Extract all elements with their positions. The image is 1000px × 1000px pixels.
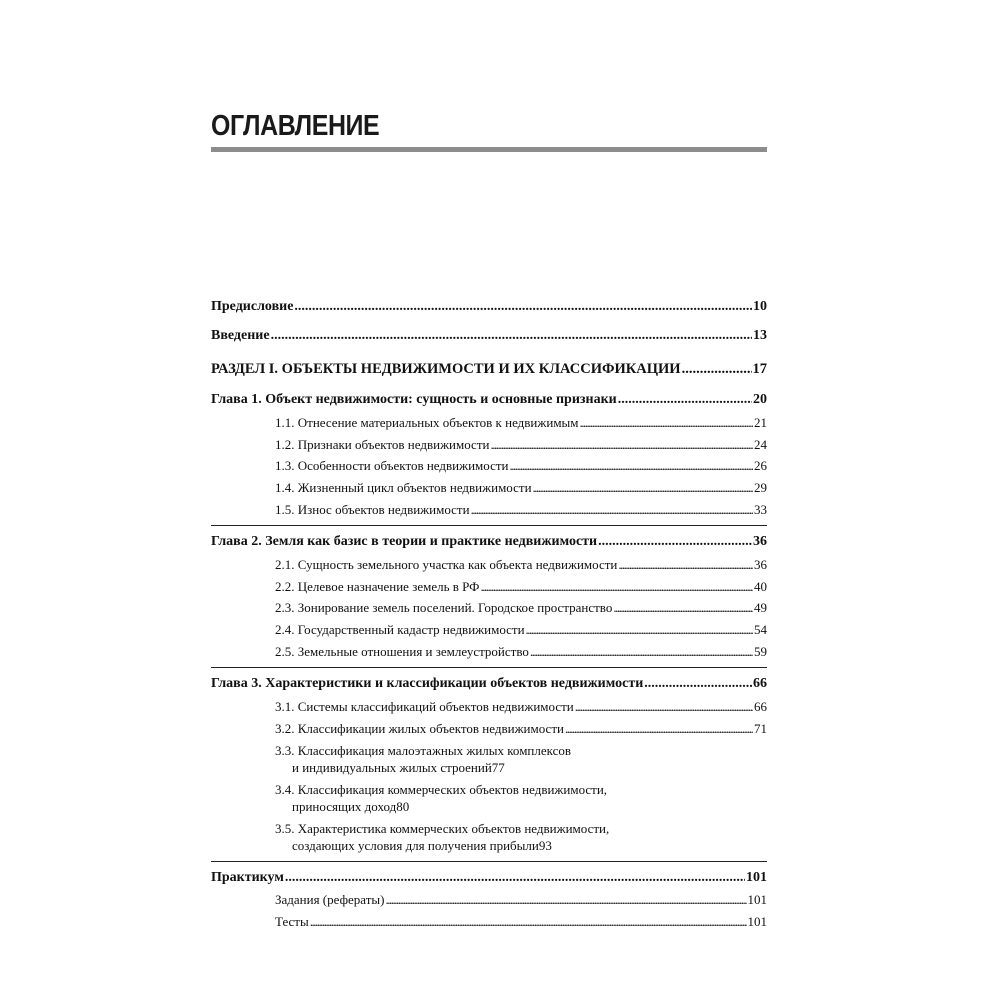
- dot-leader: [285, 870, 745, 886]
- toc-page-number: 66: [754, 698, 767, 714]
- dot-leader: [565, 721, 753, 737]
- toc-entry-title: Введение: [211, 327, 270, 343]
- toc-page-number: 101: [747, 892, 767, 908]
- page-title: ОГЛАВЛЕНИЕ: [211, 110, 380, 142]
- toc-entry-title: 1.2. Признаки объектов недвижимости: [275, 436, 490, 452]
- toc-entry-title-line2: создающих условия для получения прибыли: [292, 837, 539, 853]
- dot-leader: [294, 299, 752, 315]
- toc-entry-3-5[interactable]: [211, 818, 767, 857]
- dot-leader: [510, 458, 753, 474]
- toc-page-number: 33: [754, 502, 767, 518]
- toc-page-number: 36: [753, 533, 767, 549]
- toc-page-number: 20: [753, 392, 767, 407]
- dot-leader: [613, 600, 753, 616]
- dot-leader: [530, 644, 753, 660]
- divider: [211, 861, 767, 862]
- toc-page-number: 77: [491, 759, 505, 775]
- toc-page-number: 29: [754, 480, 767, 496]
- dot-leader: [580, 415, 753, 431]
- divider: [211, 525, 767, 526]
- toc-entry-title-line1: 3.4. Классификация коммерческих объектов недвижимости,: [275, 781, 608, 797]
- toc-entry-title: 1.1. Отнесение материальных объектов к недвижимым: [275, 414, 579, 430]
- toc-page-number: 66: [753, 675, 767, 691]
- toc-entry-section-1[interactable]: [211, 350, 767, 388]
- toc-entry-title: Практикум: [211, 869, 284, 885]
- toc-entry-title: 2.2. Целевое назначение земель в РФ: [275, 578, 480, 594]
- table-of-contents: [211, 292, 767, 933]
- toc-entry-title: 3.2. Классификации жилых объектов недвижимости: [275, 720, 564, 736]
- toc-page-number: 10: [753, 298, 767, 314]
- dot-leader: [471, 502, 753, 518]
- toc-page-number: 80: [396, 798, 410, 814]
- toc-entry-chapter-1[interactable]: [211, 388, 767, 412]
- toc-entry-title: Глава 3. Характеристики и классификации объектов недвижимости: [211, 675, 644, 691]
- toc-entry-3-2[interactable]: [211, 718, 767, 740]
- toc-entry-3-3[interactable]: [211, 740, 767, 779]
- toc-entry-1-5[interactable]: [211, 499, 767, 521]
- dot-leader: [310, 914, 747, 930]
- toc-entry-3-4[interactable]: [211, 779, 767, 818]
- toc-entry-title: 1.3. Особенности объектов недвижимости: [275, 458, 509, 474]
- toc-entry-title-line2: приносящих доход: [292, 798, 397, 814]
- dot-leader: [490, 437, 753, 453]
- toc-entry-title: 2.3. Зонирование земель поселений. Городское пространство: [275, 600, 613, 616]
- dot-leader: [598, 534, 752, 550]
- dot-leader: [526, 622, 753, 638]
- toc-entry-chapter-3[interactable]: [211, 672, 767, 696]
- toc-entry-title: Глава 1. Объект недвижимости: сущность и основные признаки: [211, 392, 617, 407]
- toc-page-number: 54: [754, 622, 767, 638]
- toc-entry-title: Предисловие: [211, 298, 294, 314]
- toc-page-number: 59: [754, 644, 767, 660]
- toc-entry-2-2[interactable]: [211, 576, 767, 598]
- toc-entry-title-line1: 3.3. Классификация малоэтажных жилых комплексов: [275, 742, 572, 758]
- toc-entry-intro[interactable]: [211, 321, 767, 350]
- toc-page-number: 36: [754, 556, 767, 572]
- toc-entry-title: 2.1. Сущность земельного участка как объекта недвижимости: [275, 556, 618, 572]
- toc-entry-title: РАЗДЕЛ I. ОБЪЕКТЫ НЕДВИЖИМОСТИ И ИХ КЛАССИФИКАЦИИ: [211, 360, 681, 377]
- toc-entry-2-5[interactable]: [211, 641, 767, 663]
- toc-entry-2-3[interactable]: [211, 598, 767, 620]
- title-underline: [211, 147, 767, 152]
- toc-page-number: 101: [746, 869, 767, 885]
- dot-leader: [682, 361, 752, 378]
- toc-page-number: 24: [754, 436, 767, 452]
- toc-entry-chapter-2[interactable]: [211, 530, 767, 554]
- toc-entry-1-2[interactable]: [211, 434, 767, 456]
- dot-leader: [271, 328, 752, 344]
- toc-entry-title: 1.4. Жизненный цикл объектов недвижимости: [275, 480, 532, 496]
- toc-entry-3-1[interactable]: [211, 696, 767, 718]
- toc-page-number: 26: [754, 458, 767, 474]
- toc-entry-1-4[interactable]: [211, 477, 767, 499]
- toc-page-number: 71: [754, 720, 767, 736]
- toc-entry-assignments[interactable]: [211, 890, 767, 912]
- toc-entry-tests[interactable]: [211, 911, 767, 933]
- toc-entry-title: 3.1. Системы классификаций объектов недвижимости: [275, 698, 574, 714]
- toc-page-number: 49: [754, 600, 767, 616]
- toc-entry-title-line1: 3.5. Характеристика коммерческих объектов недвижимости,: [275, 820, 610, 836]
- toc-entry-title: 2.5. Земельные отношения и землеустройство: [275, 644, 529, 660]
- toc-entry-title-line2: и индивидуальных жилых строений: [292, 759, 492, 775]
- dot-leader: [385, 892, 746, 908]
- toc-entry-title: Тесты: [275, 914, 309, 930]
- toc-entry-title: 1.5. Износ объектов недвижимости: [275, 502, 470, 518]
- toc-page-number: 93: [538, 837, 552, 853]
- toc-page-number: 40: [754, 578, 767, 594]
- dot-leader: [533, 480, 753, 496]
- toc-page-number: 17: [752, 360, 767, 377]
- dot-leader: [618, 557, 753, 573]
- toc-entry-title: 2.4. Государственный кадастр недвижимости: [275, 622, 525, 638]
- toc-entry-1-3[interactable]: [211, 456, 767, 478]
- toc-entry-2-4[interactable]: [211, 619, 767, 641]
- dot-leader: [618, 392, 752, 408]
- dot-leader: [644, 676, 752, 692]
- toc-entry-2-1[interactable]: [211, 554, 767, 576]
- toc-entry-practicum[interactable]: [211, 866, 767, 890]
- dot-leader: [480, 579, 753, 595]
- toc-entry-preface[interactable]: [211, 292, 767, 321]
- toc-entry-title: Глава 2. Земля как базис в теории и практике недвижимости: [211, 533, 598, 549]
- toc-page-number: 21: [754, 414, 767, 430]
- toc-page-number: 101: [747, 914, 767, 930]
- toc-entry-title: Задания (рефераты): [275, 892, 385, 908]
- divider: [211, 667, 767, 668]
- toc-entry-1-1[interactable]: [211, 412, 767, 434]
- toc-page-number: 13: [753, 327, 767, 343]
- dot-leader: [575, 699, 753, 715]
